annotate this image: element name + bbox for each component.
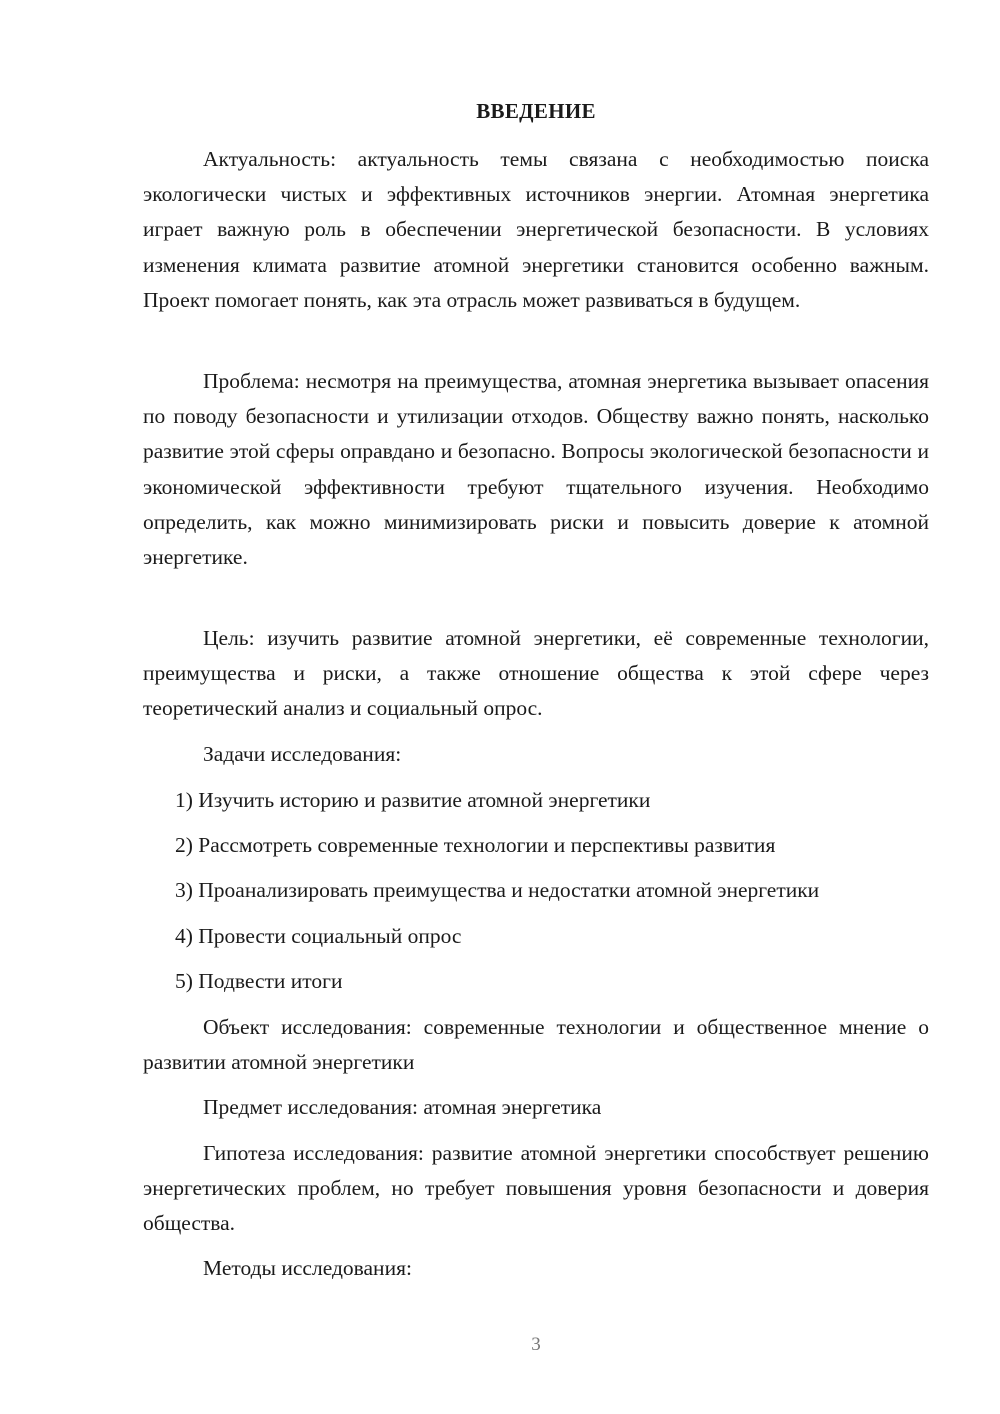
list-item: 2) Рассмотреть современные технологии и перспективы развития (175, 833, 776, 857)
paragraph-relevance: Актуальность: актуальность темы связана с необходимостью поиска экологически чистых и эффективных источников энергии. Атомная энергетика играет важную роль в обеспечении энергетической безопасности. В условиях изменения климата развитие атомной энергетики становится особенно важным. Проект помогает понять, как эта отрасль может развиваться в будущем. (143, 147, 929, 312)
paragraph-hypothesis: Гипотеза исследования: развитие атомной энергетики способствует решению энергетических проблем, но требует повышения уровня безопасности и доверия общества. (143, 1141, 929, 1236)
paragraph-problem: Проблема: несмотря на преимущества, атомная энергетика вызывает опасения по поводу безопасности и утилизации отходов. Обществу важно понять, насколько развитие этой сферы оправдано и безопасно. Вопросы экологической безопасности и экономической эффективности требуют тщательного изучения. Необходимо определить, как можно минимизировать риски и повысить доверие к атомной энергетике. (143, 369, 929, 570)
list-item: 4) Провести социальный опрос (175, 924, 462, 948)
paragraph-goal: Цель: изучить развитие атомной энергетики, её современные технологии, преимущества и риски, а также отношение общества к этой сфере через теоретический анализ и социальный опрос. (143, 626, 929, 721)
section-heading: ВВЕДЕНИЕ (476, 99, 596, 123)
paragraph-methods-intro: Методы исследования: (203, 1256, 412, 1280)
list-item: 1) Изучить историю и развитие атомной энергетики (175, 788, 651, 812)
list-item: 3) Проанализировать преимущества и недостатки атомной энергетики (175, 878, 820, 902)
page-number: 3 (531, 1334, 541, 1355)
list-item: 5) Подвести итоги (175, 969, 343, 993)
paragraph-subject: Предмет исследования: атомная энергетика (203, 1095, 602, 1119)
paragraph-tasks-intro: Задачи исследования: (203, 742, 402, 766)
paragraph-object: Объект исследования: современные технологии и общественное мнение о развитии атомной энергетики (143, 1015, 929, 1075)
